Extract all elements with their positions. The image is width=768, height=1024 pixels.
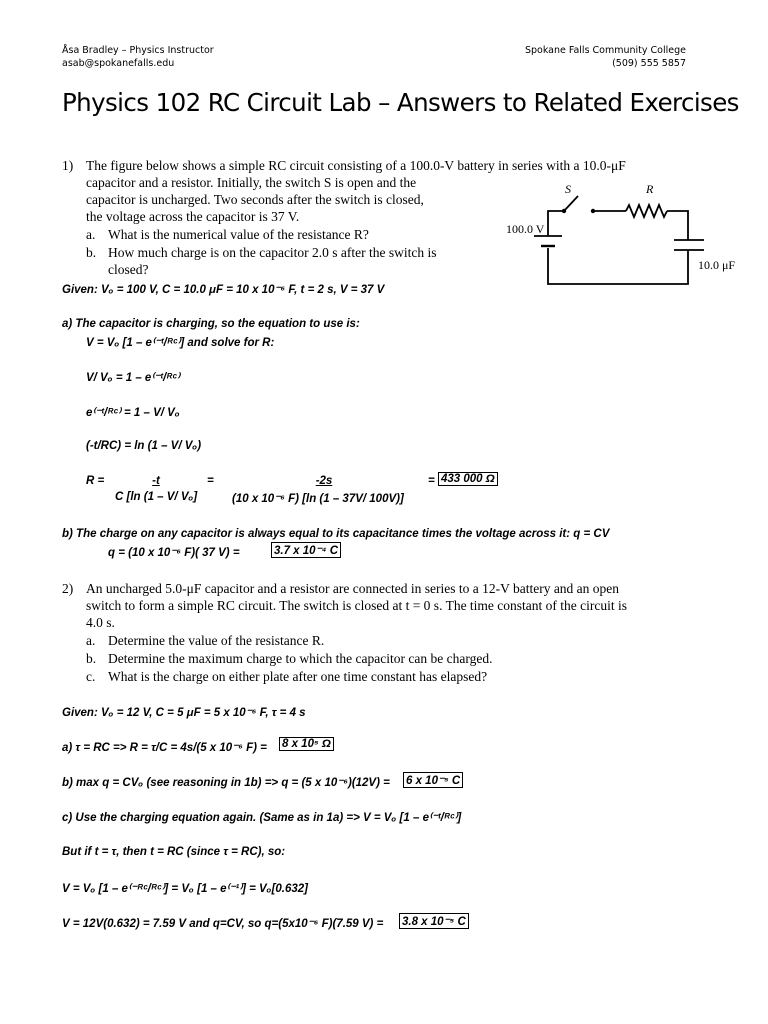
equation: V = 12V(0.632) = 7.59 V and q=CV, so q=(5x10⁻⁶ F)(7.59 V) =	[62, 918, 384, 930]
capacitor-label: 10.0 μF	[698, 258, 736, 272]
problem-2-number: 2)	[62, 581, 74, 596]
page-title: Physics 102 RC Circuit Lab – Answers to Related Exercises	[62, 88, 739, 117]
institution-phone: (509) 555 5857	[612, 57, 686, 69]
problem-1-a-label: a.	[86, 227, 96, 242]
boxed-answer: 3.7 x 10⁻⁴ C	[271, 542, 341, 558]
problem-2-line: An uncharged 5.0-μF capacitor and a resistor are connected in series to a 12-V battery and an open	[86, 581, 620, 596]
author-block	[62, 45, 214, 70]
problem-1-line: capacitor and a resistor. Initially, the switch S is open and the	[86, 175, 417, 190]
equation: c) Use the charging equation again. (Same as in 1a) => V = Vₒ [1 – e⁽⁻ᵗ/ᴿᶜ⁾]	[62, 812, 462, 824]
problem-2-line: switch to form a simple RC circuit. The switch is closed at t = 0 s. The time constant of the circuit is	[86, 598, 628, 613]
resistor-zigzag	[626, 205, 667, 217]
problem-1-b-text: closed?	[108, 262, 149, 277]
switch-blade	[564, 196, 578, 211]
given-line: Given: Vₒ = 100 V, C = 10.0 μF = 10 x 10⁻⁶ F, t = 2 s, V = 37 V	[62, 284, 385, 296]
equation: q = (10 x 10⁻⁶ F)( 37 V) =	[108, 547, 240, 559]
switch-label: S	[565, 182, 571, 196]
author-email: asab@spokanefalls.edu	[62, 57, 175, 69]
equation: b) max q = CVₒ (see reasoning in 1b) => q = (5 x 10⁻⁶)(12V) =	[62, 777, 390, 789]
problem-1-line: the voltage across the capacitor is 37 V.	[86, 209, 300, 224]
problem-2-a-label: a.	[86, 633, 96, 648]
problem-1-b-label: b.	[86, 245, 97, 260]
rc-circuit-diagram	[498, 176, 748, 291]
r-equals: R =	[86, 475, 105, 487]
equals-sign: =	[428, 475, 435, 487]
fraction-numerator: -2s	[315, 475, 333, 487]
problem-2-line: 4.0 s.	[86, 615, 115, 630]
fraction-numerator: -t	[152, 475, 160, 487]
equation: V = Vₒ [1 – e⁽⁻ᴿᶜ/ᴿᶜ⁾] = Vₒ [1 – e⁽⁻¹⁾] = Vₒ[0.632]	[62, 883, 309, 895]
equation: But if t = τ, then t = RC (since τ = RC), so:	[62, 846, 286, 858]
switch-contact	[562, 209, 566, 213]
problem-1-a-text: What is the numerical value of the resistance R?	[108, 227, 369, 242]
equation: (-t/RC) = ln (1 – V/ Vₒ)	[86, 440, 202, 452]
equation: V = Vₒ [1 – e⁽⁻ᵗ/ᴿᶜ⁾] and solve for R:	[86, 337, 275, 349]
wire	[548, 248, 688, 284]
equation: e⁽⁻ᵗ/ᴿᶜ⁾ = 1 – V/ Vₒ	[86, 407, 180, 419]
boxed-answer: 433 000 Ω	[438, 472, 498, 486]
equation: V/ Vₒ = 1 – e⁽⁻ᵗ/ᴿᶜ⁾	[86, 372, 180, 384]
problem-2-b-label: b.	[86, 651, 97, 666]
resistor-label: R	[646, 182, 654, 196]
boxed-answer: 8 x 10⁵ Ω	[279, 737, 334, 751]
wire	[548, 211, 564, 236]
wire	[667, 211, 688, 240]
problem-2-a-text: Determine the value of the resistance R.	[108, 633, 325, 648]
institution-block	[525, 45, 686, 70]
equation: a) τ = RC => R = τ/C = 4s/(5 x 10⁻⁶ F) =	[62, 742, 267, 754]
switch-contact	[591, 209, 595, 213]
answer-heading: b) The charge on any capacitor is always equal to its capacitance times the voltage across it: q = CV	[62, 528, 610, 540]
problem-2-b-text: Determine the maximum charge to which the capacitor can be charged.	[108, 651, 493, 666]
given-line: Given: Vₒ = 12 V, C = 5 μF = 5 x 10⁻⁶ F, τ = 4 s	[62, 707, 306, 719]
fraction-denominator: C [ln (1 – V/ Vₒ]	[115, 491, 198, 503]
problem-2-c-text: What is the charge on either plate after one time constant has elapsed?	[108, 669, 488, 684]
problem-2-c-label: c.	[86, 669, 96, 684]
boxed-answer: 6 x 10⁻⁵ C	[403, 772, 463, 788]
boxed-answer: 3.8 x 10⁻⁵ C	[399, 913, 469, 929]
problem-1-number: 1)	[62, 158, 74, 173]
problem-1-line: The figure below shows a simple RC circuit consisting of a 100.0-V battery in series with a 10.0-μF	[86, 158, 626, 173]
author-name: Åsa Bradley – Physics Instructor	[62, 45, 214, 56]
equals-sign: =	[207, 475, 214, 487]
problem-1-b-text: How much charge is on the capacitor 2.0 s after the switch is	[108, 245, 437, 260]
institution-name: Spokane Falls Community College	[524, 45, 686, 56]
fraction-denominator: (10 x 10⁻⁶ F) [ln (1 – 37V/ 100V)]	[232, 493, 404, 505]
problem-1-line: capacitor is uncharged. Two seconds after the switch is closed,	[86, 192, 424, 207]
answer-heading: a) The capacitor is charging, so the equation to use is:	[62, 318, 360, 330]
battery-label: 100.0 V	[506, 222, 545, 236]
